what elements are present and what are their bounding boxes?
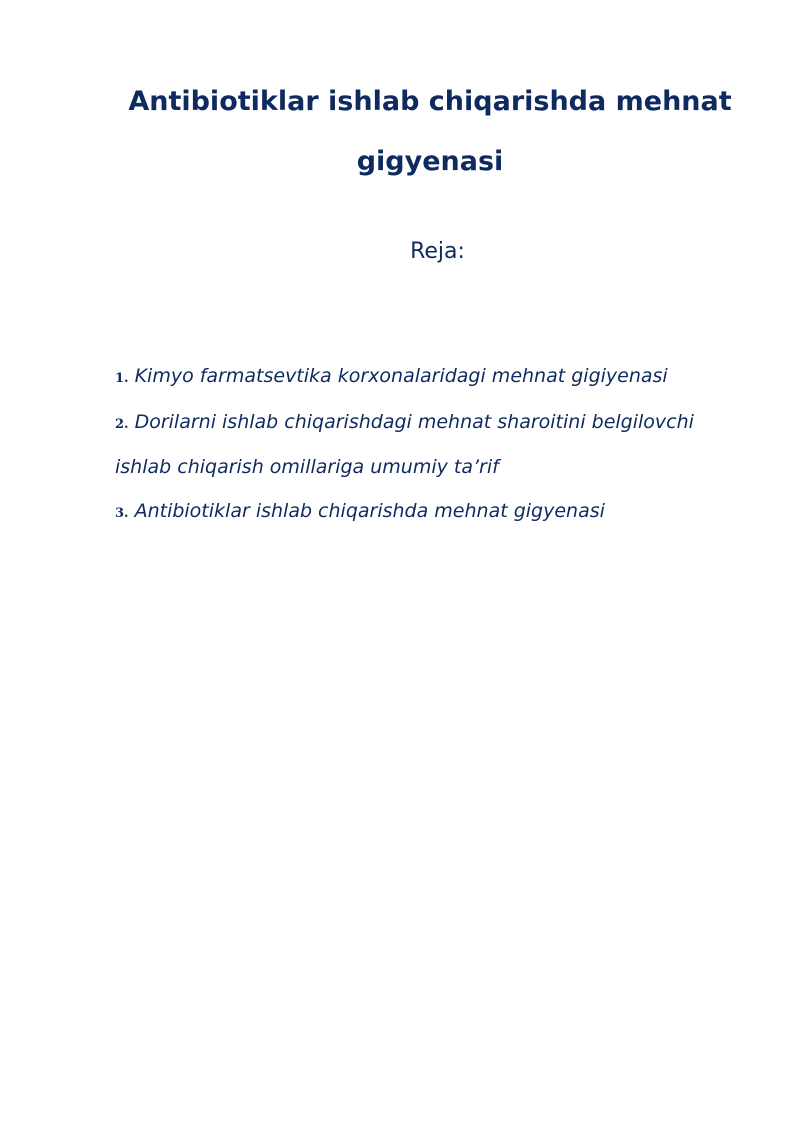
plan-item-number: 2. <box>115 416 129 432</box>
document-title: Antibiotiklar ishlab chiqarishda mehnat gigyenasi <box>128 86 732 177</box>
plan-item-number: 3. <box>115 505 129 521</box>
plan-list <box>115 355 755 535</box>
plan-item-text: Dorilarni ishlab chiqarishdagi mehnat sharoitini belgilovchi ishlab chiqarish omillariga umumiy ta’rif <box>115 410 694 478</box>
plan-heading: Reja: <box>410 239 465 264</box>
plan-item-text: Antibiotiklar ishlab chiqarishda mehnat gigyenasi <box>134 499 605 522</box>
plan-item <box>115 401 755 490</box>
plan-item-number: 1. <box>115 371 129 386</box>
plan-item <box>115 490 755 536</box>
plan-item-text: Kimyo farmatsevtika korxonalaridagi mehnat gigiyenasi <box>134 365 668 387</box>
plan-item <box>115 355 755 401</box>
